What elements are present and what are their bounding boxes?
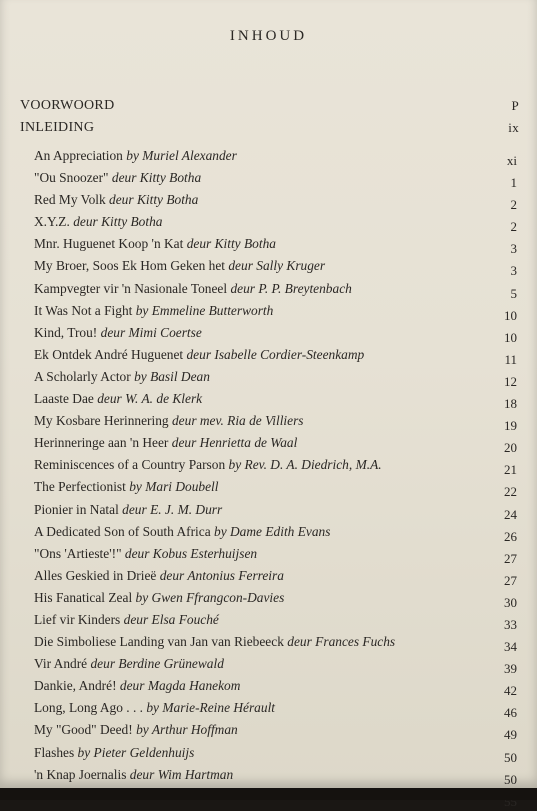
entry-by-word: deur [160,568,185,583]
entry-author-name: Antonius Ferreira [187,568,284,583]
entry-title: My Broer, Soos Ek Hom Geken het [34,258,225,273]
contents-row [34,655,517,677]
contents-row [34,412,517,434]
entry-page-number: 34 [504,638,517,656]
entry-by-word: by [214,524,227,539]
entry-title: His Fanatical Zeal [34,590,132,605]
entry-author-name: Elsa Fouché [152,612,219,627]
entry-page-number: xi [507,152,517,170]
entry-author-name: Frances Fuchs [315,634,395,649]
front-entry-title: INLEIDING [20,120,94,135]
entry-title: Vir André [34,656,87,671]
entry-by-word: by [136,722,149,737]
entry-author-name: Sally Kruger [256,258,325,273]
entry-title: "Ons 'Artieste'!" [34,546,122,561]
contents-list [34,147,517,810]
entry-author-name: Rev. D. A. Diedrich, M.A. [245,457,382,472]
entry-author [136,722,238,737]
entry-page-number: 19 [504,417,517,435]
entry-title: Laaste Dae [34,391,94,406]
entry-page-number: 18 [504,395,517,413]
contents-row [34,744,517,766]
contents-row [34,280,517,302]
entry-author [146,700,275,715]
entry-author-name: Kitty Botha [101,214,162,229]
entry-by-word: deur [112,170,137,185]
front-entry-page: P [511,98,519,114]
entry-page-number: 30 [504,594,517,612]
front-entry-inleiding [20,120,519,140]
entry-author-name: Dame Edith Evans [230,524,330,539]
entry-author-name: Mari Doubell [145,479,218,494]
entry-author [287,634,395,649]
entry-page-number: 46 [504,704,517,722]
entry-author-name: Magda Hanekom [148,678,241,693]
contents-row [34,390,517,412]
contents-row [34,611,517,633]
entry-by-word: deur [122,502,147,517]
entry-author [73,214,162,229]
contents-row [34,721,517,743]
entry-page-number: 2 [511,196,518,214]
entry-by-word: deur [130,767,155,782]
entry-author-name: Arthur Hoffman [152,722,238,737]
entry-author [136,303,274,318]
entry-author [229,457,382,472]
entry-author-name: Kitty Botha [215,236,276,251]
entry-title: My Kosbare Herinnering [34,413,169,428]
page-edge-shadow [0,788,537,800]
entry-page-number: 10 [504,307,517,325]
entry-page-number: 49 [504,726,517,744]
entry-author-name: Mimi Coertse [129,325,202,340]
entry-author-name: Kobus Esterhuijsen [153,546,257,561]
entry-author-name: Henrietta de Waal [200,435,298,450]
contents-row [34,501,517,523]
entry-by-word: by [229,457,242,472]
entry-page-number: 50 [504,749,517,767]
entry-author [186,347,364,362]
contents-row [34,169,517,191]
entry-author [126,148,237,163]
contents-row [34,346,517,368]
contents-row [34,235,517,257]
entry-by-word: deur [125,546,150,561]
contents-row [34,478,517,500]
contents-row [34,699,517,721]
entry-author [90,656,223,671]
entry-author [120,678,241,693]
front-entry-voorwoord [20,98,519,118]
entry-author-name: mev. Ria de Villiers [200,413,304,428]
entry-page-number: 21 [504,461,517,479]
contents-row [34,456,517,478]
entry-author-name: Isabelle Cordier-Steenkamp [214,347,364,362]
contents-row [34,147,517,169]
entry-by-word: deur [73,214,98,229]
entry-author [125,546,257,561]
entry-author [122,502,222,517]
entry-author-name: E. J. M. Durr [150,502,222,517]
entry-author [214,524,330,539]
entry-page-number: 26 [504,528,517,546]
entry-author [130,767,233,782]
entry-page-number: 3 [511,240,518,258]
entry-title: A Dedicated Son of South Africa [34,524,211,539]
entry-author [129,479,218,494]
contents-row [34,191,517,213]
entry-title: Alles Geskied in Drieë [34,568,156,583]
entry-by-word: deur [90,656,115,671]
entry-by-word: deur [109,192,134,207]
entry-by-word: deur [124,612,149,627]
entry-by-word: deur [230,281,255,296]
entry-by-word: deur [287,634,312,649]
entry-title: It Was Not a Fight [34,303,132,318]
entry-page-number: 27 [504,572,517,590]
entry-author [97,391,202,406]
entry-by-word: by [126,148,139,163]
entry-by-word: deur [97,391,122,406]
entry-author [160,568,284,583]
entry-title: Ek Ontdek André Huguenet [34,347,183,362]
entry-title: A Scholarly Actor [34,369,131,384]
entry-by-word: deur [172,413,197,428]
entry-title: X.Y.Z. [34,214,70,229]
entry-page-number: 33 [504,616,517,634]
contents-row [34,368,517,390]
entry-author [124,612,219,627]
entry-by-word: deur [186,347,211,362]
entry-author-name: Basil Dean [150,369,210,384]
entry-page-number: 10 [504,329,517,347]
entry-page-number: 24 [504,506,517,524]
contents-row [34,633,517,655]
entry-author-name: Kitty Botha [137,192,198,207]
entry-author-name: P. P. Breytenbach [258,281,351,296]
entry-by-word: by [78,745,91,760]
entry-author-name: Gwen Ffrangcon-Davies [152,590,285,605]
entry-title: Red My Volk [34,192,106,207]
entry-title: Mnr. Huguenet Koop 'n Kat [34,236,183,251]
entry-title: An Appreciation [34,148,123,163]
entry-page-number: 12 [504,373,517,391]
entry-by-word: by [129,479,142,494]
entry-by-word: by [134,369,147,384]
entry-author-name: Emmeline Butterworth [152,303,274,318]
entry-by-word: deur [172,435,197,450]
entry-by-word: deur [187,236,212,251]
entry-title: Lief vir Kinders [34,612,120,627]
entry-title: Reminiscences of a Country Parson [34,457,225,472]
entry-title: 'n Knap Joernalis [34,767,126,782]
entry-page-number: 50 [504,771,517,789]
contents-row [34,523,517,545]
entry-title: Herinneringe aan 'n Heer [34,435,168,450]
entry-by-word: deur [228,258,253,273]
entry-page-number: 5 [511,285,518,303]
entry-author-name: Marie-Reine Hérault [162,700,275,715]
entry-author [134,369,210,384]
entry-author [112,170,201,185]
contents-row [34,324,517,346]
contents-row [34,567,517,589]
entry-author [136,590,285,605]
entry-by-word: by [136,303,149,318]
entry-title: Long, Long Ago . . . [34,700,143,715]
contents-row [34,677,517,699]
entry-author-name: Berdine Grünewald [118,656,224,671]
contents-row [34,302,517,324]
entry-title: Die Simboliese Landing van Jan van Riebeeck [34,634,284,649]
front-entry-title: VOORWOORD [20,98,114,113]
entry-author [228,258,325,273]
entry-by-word: by [136,590,149,605]
contents-row [34,434,517,456]
entry-title: Dankie, André! [34,678,117,693]
entry-title: Flashes [34,745,74,760]
entry-page-number: 27 [504,550,517,568]
entry-author-name: Wim Hartman [158,767,234,782]
entry-page-number: 20 [504,439,517,457]
contents-row [34,545,517,567]
entry-page-number: 3 [511,262,518,280]
entry-author [172,435,298,450]
entry-author [230,281,351,296]
page-heading: INHOUD [0,28,537,45]
entry-title: "Ou Snoozer" [34,170,109,185]
entry-author [101,325,202,340]
contents-row [34,213,517,235]
entry-page-number: 42 [504,682,517,700]
front-entry-page: ix [508,120,519,136]
entry-author-name: Pieter Geldenhuijs [94,745,195,760]
entry-title: The Perfectionist [34,479,126,494]
entry-author [172,413,304,428]
entry-author-name: W. A. de Klerk [125,391,202,406]
entry-by-word: deur [101,325,126,340]
entry-by-word: by [146,700,159,715]
entry-author [78,745,195,760]
entry-author-name: Muriel Alexander [142,148,237,163]
entry-by-word: deur [120,678,145,693]
entry-author [109,192,198,207]
entry-page-number: 1 [511,174,518,192]
entry-title: My "Good" Deed! [34,722,133,737]
entry-title: Pionier in Natal [34,502,119,517]
entry-page-number: 39 [504,660,517,678]
entry-author [187,236,276,251]
contents-row [34,766,517,788]
entry-page-number: 2 [511,218,518,236]
entry-page-number: 22 [504,483,517,501]
entry-page-number: 11 [504,351,517,369]
contents-row [34,589,517,611]
entry-author-name: Kitty Botha [140,170,201,185]
entry-title: Kind, Trou! [34,325,97,340]
contents-row [34,257,517,279]
entry-title: Kampvegter vir 'n Nasionale Toneel [34,281,227,296]
